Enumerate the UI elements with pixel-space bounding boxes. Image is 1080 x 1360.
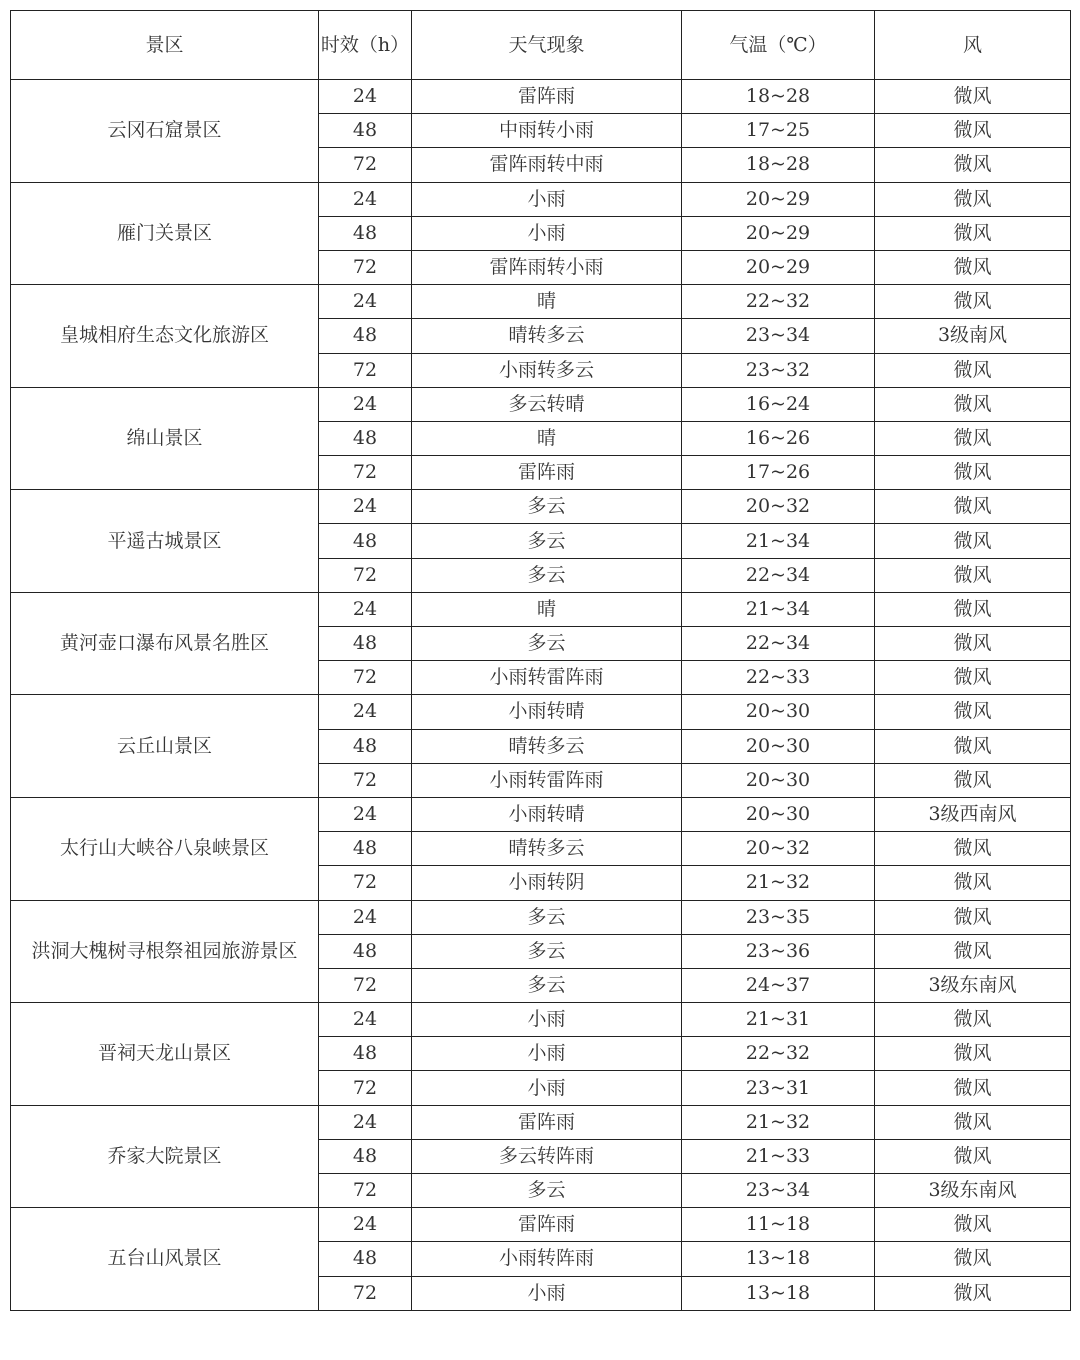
- wind-cell: 微风: [875, 1105, 1071, 1139]
- header-temperature: 气温（℃）: [682, 11, 875, 80]
- wind-cell: 微风: [875, 250, 1071, 284]
- wind-cell: 微风: [875, 353, 1071, 387]
- temperature-cell: 21~32: [682, 1105, 875, 1139]
- scenic-spot-cell: 绵山景区: [11, 387, 319, 490]
- table-row: [11, 1105, 1071, 1139]
- temperature-cell: 21~33: [682, 1139, 875, 1173]
- weather-cell: 雷阵雨: [412, 1208, 682, 1242]
- hours-cell: 48: [319, 1037, 412, 1071]
- temperature-cell: 20~32: [682, 832, 875, 866]
- temperature-cell: 16~24: [682, 387, 875, 421]
- hours-cell: 72: [319, 1071, 412, 1105]
- weather-cell: 小雨: [412, 1071, 682, 1105]
- wind-cell: 微风: [875, 114, 1071, 148]
- hours-cell: 48: [319, 1242, 412, 1276]
- hours-cell: 48: [319, 934, 412, 968]
- weather-cell: 晴: [412, 285, 682, 319]
- temperature-cell: 18~28: [682, 80, 875, 114]
- wind-cell: 微风: [875, 387, 1071, 421]
- temperature-cell: 21~32: [682, 866, 875, 900]
- weather-cell: 晴: [412, 592, 682, 626]
- temperature-cell: 21~34: [682, 592, 875, 626]
- wind-cell: 微风: [875, 592, 1071, 626]
- wind-cell: 微风: [875, 524, 1071, 558]
- temperature-cell: 11~18: [682, 1208, 875, 1242]
- temperature-cell: 23~34: [682, 1174, 875, 1208]
- scenic-spot-cell: 晋祠天龙山景区: [11, 1003, 319, 1106]
- weather-cell: 多云: [412, 524, 682, 558]
- weather-cell: 小雨转多云: [412, 353, 682, 387]
- weather-cell: 雷阵雨: [412, 1105, 682, 1139]
- wind-cell: 微风: [875, 1242, 1071, 1276]
- header-weather: 天气现象: [412, 11, 682, 80]
- table-header: [11, 11, 1071, 80]
- table-row: [11, 1208, 1071, 1242]
- hours-cell: 72: [319, 968, 412, 1002]
- scenic-spot-cell: 黄河壶口瀑布风景名胜区: [11, 592, 319, 695]
- wind-cell: 微风: [875, 182, 1071, 216]
- scenic-spot-cell: 太行山大峡谷八泉峡景区: [11, 797, 319, 900]
- hours-cell: 48: [319, 832, 412, 866]
- hours-cell: 24: [319, 285, 412, 319]
- scenic-spot-cell: 云丘山景区: [11, 695, 319, 798]
- table-row: [11, 592, 1071, 626]
- wind-cell: 微风: [875, 490, 1071, 524]
- table-row: [11, 1003, 1071, 1037]
- temperature-cell: 13~18: [682, 1276, 875, 1310]
- wind-cell: 微风: [875, 1208, 1071, 1242]
- wind-cell: 微风: [875, 148, 1071, 182]
- scenic-spot-cell: 洪洞大槐树寻根祭祖园旅游景区: [11, 900, 319, 1003]
- weather-cell: 多云: [412, 968, 682, 1002]
- weather-cell: 多云: [412, 1174, 682, 1208]
- scenic-spot-cell: 云冈石窟景区: [11, 80, 319, 183]
- wind-cell: 微风: [875, 661, 1071, 695]
- weather-cell: 雷阵雨: [412, 80, 682, 114]
- hours-cell: 48: [319, 319, 412, 353]
- weather-cell: 小雨转晴: [412, 695, 682, 729]
- weather-cell: 雷阵雨转小雨: [412, 250, 682, 284]
- wind-cell: 微风: [875, 558, 1071, 592]
- hours-cell: 48: [319, 1139, 412, 1173]
- hours-cell: 24: [319, 695, 412, 729]
- weather-cell: 多云: [412, 934, 682, 968]
- weather-cell: 晴转多云: [412, 832, 682, 866]
- temperature-cell: 17~26: [682, 456, 875, 490]
- hours-cell: 24: [319, 1105, 412, 1139]
- scenic-spot-cell: 五台山风景区: [11, 1208, 319, 1311]
- temperature-cell: 21~31: [682, 1003, 875, 1037]
- wind-cell: 微风: [875, 934, 1071, 968]
- wind-cell: 微风: [875, 421, 1071, 455]
- scenic-spot-cell: 雁门关景区: [11, 182, 319, 285]
- temperature-cell: 24~37: [682, 968, 875, 1002]
- temperature-cell: 20~32: [682, 490, 875, 524]
- wind-cell: 微风: [875, 456, 1071, 490]
- wind-cell: 微风: [875, 695, 1071, 729]
- temperature-cell: 23~36: [682, 934, 875, 968]
- hours-cell: 72: [319, 353, 412, 387]
- scenic-spot-cell: 皇城相府生态文化旅游区: [11, 285, 319, 388]
- wind-cell: 3级东南风: [875, 968, 1071, 1002]
- weather-cell: 小雨转晴: [412, 797, 682, 831]
- weather-cell: 晴转多云: [412, 729, 682, 763]
- temperature-cell: 20~30: [682, 763, 875, 797]
- wind-cell: 微风: [875, 729, 1071, 763]
- wind-cell: 微风: [875, 900, 1071, 934]
- table-row: [11, 695, 1071, 729]
- wind-cell: 微风: [875, 285, 1071, 319]
- temperature-cell: 23~35: [682, 900, 875, 934]
- hours-cell: 48: [319, 421, 412, 455]
- weather-cell: 晴转多云: [412, 319, 682, 353]
- temperature-cell: 18~28: [682, 148, 875, 182]
- hours-cell: 72: [319, 558, 412, 592]
- table-row: [11, 285, 1071, 319]
- weather-cell: 小雨: [412, 1003, 682, 1037]
- scenic-spot-cell: 平遥古城景区: [11, 490, 319, 593]
- temperature-cell: 13~18: [682, 1242, 875, 1276]
- weather-cell: 晴: [412, 421, 682, 455]
- hours-cell: 48: [319, 114, 412, 148]
- temperature-cell: 23~31: [682, 1071, 875, 1105]
- weather-cell: 多云: [412, 558, 682, 592]
- header-hours: 时效（h）: [319, 11, 412, 80]
- hours-cell: 72: [319, 1174, 412, 1208]
- hours-cell: 72: [319, 250, 412, 284]
- wind-cell: 微风: [875, 763, 1071, 797]
- hours-cell: 72: [319, 661, 412, 695]
- temperature-cell: 20~29: [682, 182, 875, 216]
- temperature-cell: 20~29: [682, 216, 875, 250]
- wind-cell: 3级南风: [875, 319, 1071, 353]
- wind-cell: 3级西南风: [875, 797, 1071, 831]
- hours-cell: 48: [319, 729, 412, 763]
- hours-cell: 48: [319, 216, 412, 250]
- wind-cell: 微风: [875, 216, 1071, 250]
- weather-cell: 小雨转阵雨: [412, 1242, 682, 1276]
- weather-cell: 小雨转雷阵雨: [412, 763, 682, 797]
- hours-cell: 24: [319, 797, 412, 831]
- wind-cell: 微风: [875, 832, 1071, 866]
- table-row: [11, 80, 1071, 114]
- temperature-cell: 22~34: [682, 558, 875, 592]
- temperature-cell: 20~30: [682, 797, 875, 831]
- weather-cell: 多云: [412, 490, 682, 524]
- table-row: [11, 797, 1071, 831]
- temperature-cell: 20~29: [682, 250, 875, 284]
- hours-cell: 72: [319, 1276, 412, 1310]
- hours-cell: 24: [319, 592, 412, 626]
- header-scenic-spot: 景区: [11, 11, 319, 80]
- wind-cell: 微风: [875, 1139, 1071, 1173]
- weather-cell: 多云转晴: [412, 387, 682, 421]
- weather-cell: 小雨转阴: [412, 866, 682, 900]
- temperature-cell: 23~34: [682, 319, 875, 353]
- hours-cell: 24: [319, 387, 412, 421]
- temperature-cell: 22~32: [682, 285, 875, 319]
- hours-cell: 72: [319, 456, 412, 490]
- table-row: [11, 490, 1071, 524]
- hours-cell: 72: [319, 866, 412, 900]
- header-wind: 风: [875, 11, 1071, 80]
- table-row: [11, 182, 1071, 216]
- weather-forecast-table: [10, 10, 1071, 1311]
- temperature-cell: 22~33: [682, 661, 875, 695]
- hours-cell: 24: [319, 900, 412, 934]
- weather-cell: 雷阵雨: [412, 456, 682, 490]
- table-row: [11, 387, 1071, 421]
- hours-cell: 72: [319, 763, 412, 797]
- temperature-cell: 16~26: [682, 421, 875, 455]
- wind-cell: 3级东南风: [875, 1174, 1071, 1208]
- temperature-cell: 22~32: [682, 1037, 875, 1071]
- wind-cell: 微风: [875, 1071, 1071, 1105]
- weather-cell: 小雨: [412, 1276, 682, 1310]
- header-row: [11, 11, 1071, 80]
- scenic-spot-cell: 乔家大院景区: [11, 1105, 319, 1208]
- wind-cell: 微风: [875, 627, 1071, 661]
- weather-cell: 多云: [412, 900, 682, 934]
- table-body: [11, 80, 1071, 1311]
- weather-cell: 小雨转雷阵雨: [412, 661, 682, 695]
- weather-cell: 小雨: [412, 182, 682, 216]
- hours-cell: 24: [319, 490, 412, 524]
- weather-cell: 雷阵雨转中雨: [412, 148, 682, 182]
- table-row: [11, 900, 1071, 934]
- hours-cell: 24: [319, 80, 412, 114]
- temperature-cell: 20~30: [682, 695, 875, 729]
- wind-cell: 微风: [875, 1037, 1071, 1071]
- hours-cell: 48: [319, 627, 412, 661]
- hours-cell: 24: [319, 1208, 412, 1242]
- temperature-cell: 20~30: [682, 729, 875, 763]
- hours-cell: 48: [319, 524, 412, 558]
- temperature-cell: 17~25: [682, 114, 875, 148]
- temperature-cell: 23~32: [682, 353, 875, 387]
- weather-cell: 小雨: [412, 216, 682, 250]
- hours-cell: 24: [319, 182, 412, 216]
- weather-cell: 多云: [412, 627, 682, 661]
- wind-cell: 微风: [875, 1003, 1071, 1037]
- weather-cell: 小雨: [412, 1037, 682, 1071]
- temperature-cell: 21~34: [682, 524, 875, 558]
- wind-cell: 微风: [875, 80, 1071, 114]
- temperature-cell: 22~34: [682, 627, 875, 661]
- wind-cell: 微风: [875, 1276, 1071, 1310]
- hours-cell: 24: [319, 1003, 412, 1037]
- weather-cell: 中雨转小雨: [412, 114, 682, 148]
- weather-cell: 多云转阵雨: [412, 1139, 682, 1173]
- wind-cell: 微风: [875, 866, 1071, 900]
- hours-cell: 72: [319, 148, 412, 182]
